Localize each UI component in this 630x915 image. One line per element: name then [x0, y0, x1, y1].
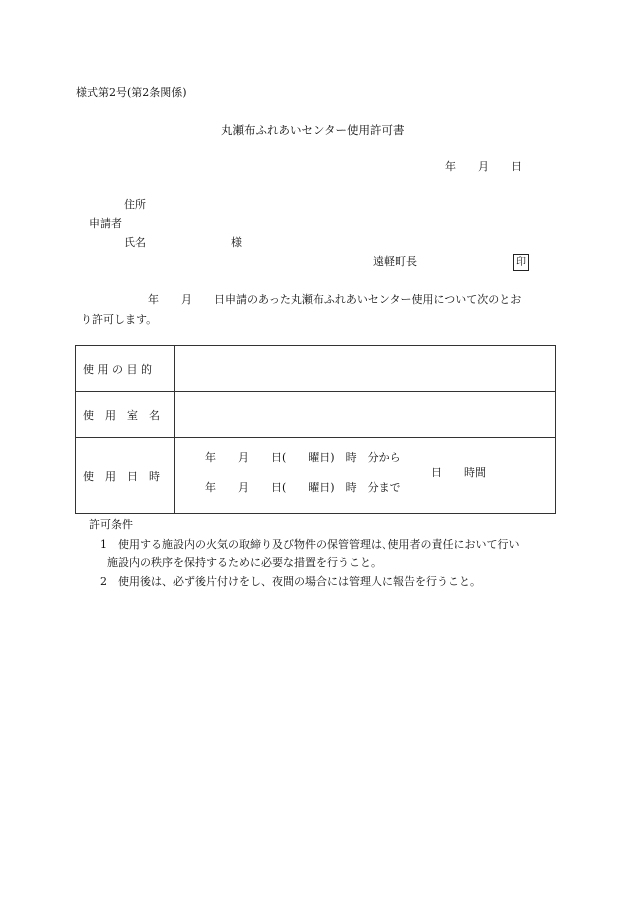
name-label: 氏名 [124, 236, 146, 249]
room-label: 使 用 室 名 [83, 408, 160, 422]
honorific-label: 様 [231, 236, 242, 249]
condition-1-line-1: 1 使用する施設内の火気の取締り及び物件の保管管理は､使用者の責任において行い [100, 538, 520, 551]
datetime-label: 使 用 日 時 [83, 469, 160, 483]
address-label: 住所 [124, 198, 146, 211]
table-row-purpose [76, 346, 556, 392]
start-datetime-line: 年 月 日( 曜日) 時 分から [205, 451, 401, 464]
issuer-title: 遠軽町長 [373, 255, 417, 268]
permit-table [75, 345, 556, 514]
duration-line: 日 時間 [431, 466, 486, 479]
body-line-2: り許可します。 [81, 313, 158, 326]
purpose-label-cell [76, 346, 175, 392]
table-row-room [76, 392, 556, 438]
issue-date-line: 年 月 日 [445, 160, 522, 173]
datetime-label-cell [76, 438, 175, 514]
table-row-datetime [76, 438, 556, 514]
conditions-heading: 許可条件 [89, 518, 133, 531]
condition-1-line-2: 施設内の秩序を保持するために必要な措置を行うこと。 [107, 556, 382, 569]
applicant-label: 申請者 [89, 217, 122, 230]
room-value-cell [175, 392, 556, 438]
body-line-1: 年 月 日申請のあった丸瀬布ふれあいセンター使用について次のとお [148, 293, 522, 306]
room-label-cell [76, 392, 175, 438]
datetime-value-cell [175, 438, 556, 514]
form-number: 様式第2号(第2条関係) [76, 86, 187, 99]
end-datetime-line: 年 月 日( 曜日) 時 分まで [205, 481, 401, 494]
purpose-value-cell [175, 346, 556, 392]
purpose-label: 使 用 の 目 的 [83, 362, 152, 376]
condition-2: 2 使用後は、必ず後片付けをし、夜間の場合には管理人に報告を行うこと。 [100, 575, 481, 588]
seal-box: 印 [513, 254, 529, 271]
document-title: 丸瀬布ふれあいセンター使用許可書 [221, 123, 405, 137]
